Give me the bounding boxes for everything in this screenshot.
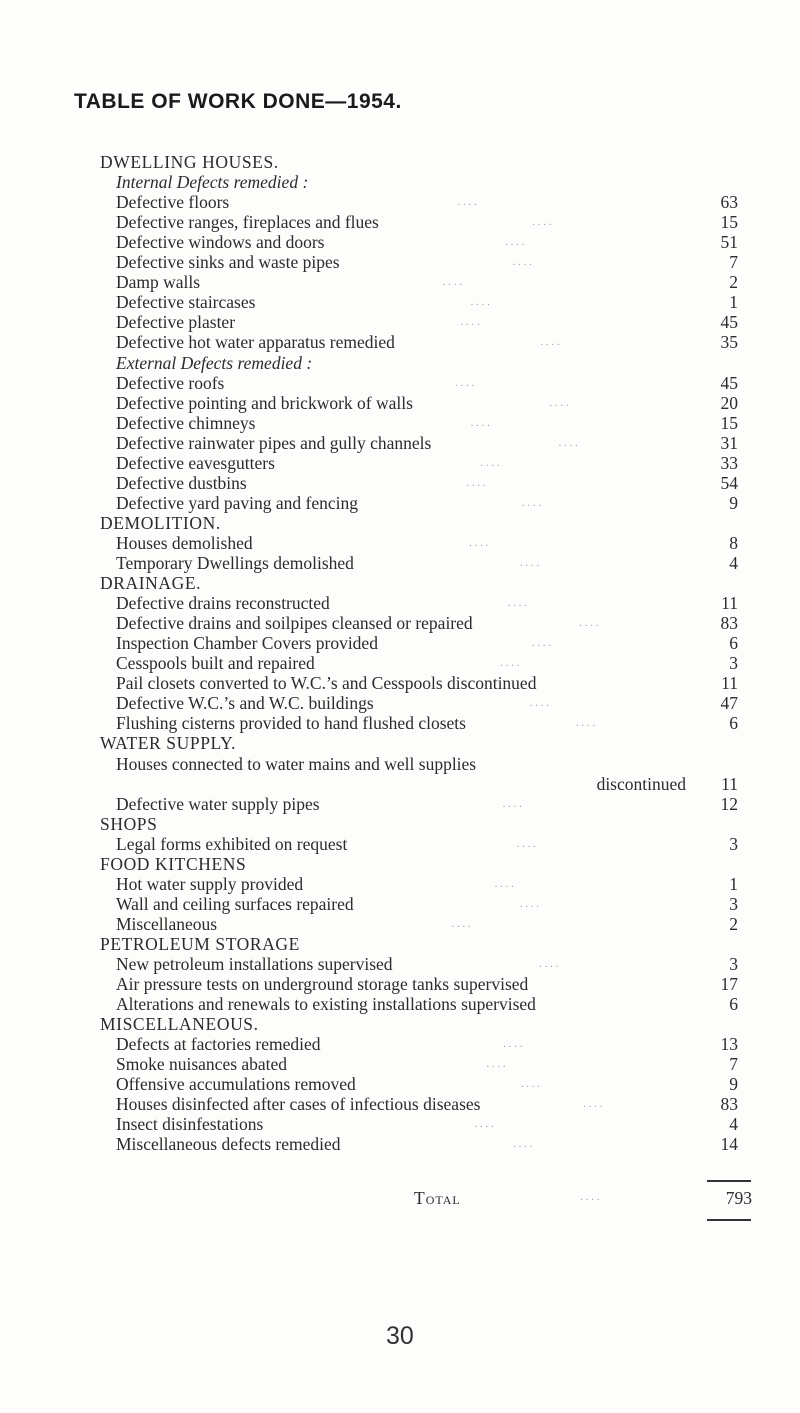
row-label: Hot water supply provided [116,873,304,894]
table-row [116,493,738,514]
row-label: Defective drains and soilpipes cleansed or repaired [116,613,473,634]
row-label: Defective windows and doors [116,232,325,253]
row-value: 17 [720,974,738,995]
dot-leader: .... [549,397,572,409]
row-value: 6 [729,633,738,654]
page-number: 30 [386,1322,414,1350]
table-row [116,533,738,554]
row-label: Houses connected to water mains and well supplies [116,753,477,774]
dot-leader: .... [519,898,542,910]
dot-leader: .... [507,598,530,610]
row-value: 31 [720,432,738,453]
total-row [414,1187,752,1209]
row-value: 12 [720,793,738,814]
table-row [116,914,738,935]
row-label: Cesspools built and repaired [116,653,315,674]
table-row [116,1034,738,1055]
dot-leader: .... [451,918,474,930]
table-row [116,393,738,414]
row-label: Houses demolished [116,532,253,553]
dot-leader: .... [457,197,480,209]
row-label: Defective ranges, fireplaces and flues [116,212,379,233]
row-spacer [476,754,738,775]
table-row [116,673,738,694]
row-value: 8 [729,532,738,553]
dot-leader: .... [494,878,517,890]
row-value: 35 [720,332,738,353]
section-subheading: External Defects remedied : [116,352,313,373]
dot-leader [536,994,708,1015]
row-value: 11 [721,773,738,794]
section-heading: MISCELLANEOUS. [100,1014,259,1035]
row-label: Pail closets converted to W.C.’s and Cesspools discontinued [116,673,537,694]
dot-leader: .... [505,237,528,249]
row-value: 3 [729,893,738,914]
row-label: Defective roofs [116,372,225,393]
row-label: Damp walls [116,272,201,293]
dot-leader: .... [500,658,523,670]
row-label: Defective eavesgutters [116,452,275,473]
dot-leader: .... [540,337,563,349]
row-label: Defective dustbins [116,472,247,493]
row-label-continuation: discontinued [596,773,686,794]
dot-leader: .... [502,798,525,810]
dot-leader: .... [470,417,493,429]
dot-leader: .... [443,277,466,289]
dot-leader: .... [531,638,554,650]
dot-leader: .... [460,317,483,329]
row-value: 9 [729,492,738,513]
table-row [116,613,738,634]
row-value: 11 [721,593,738,614]
dot-leader: .... [512,257,535,269]
dot-leader: .... [513,1139,536,1151]
table-row [116,292,738,313]
table-row [116,754,738,775]
section-heading: DRAINAGE. [100,573,202,594]
row-value: 13 [720,1034,738,1055]
row-value: 83 [720,1094,738,1115]
dot-leader [536,673,708,694]
row-value: 1 [729,873,738,894]
row-value: 4 [729,1114,738,1135]
table-row [116,894,738,915]
dot-leader: .... [583,1099,606,1111]
row-label: Miscellaneous defects remedied [116,1134,341,1155]
row-value: 11 [721,673,738,694]
row-value: 6 [729,713,738,734]
total-rule-top [707,1180,751,1182]
table-row [116,1134,738,1155]
row-label: Inspection Chamber Covers provided [116,633,378,654]
row-value: 51 [720,232,738,253]
table-row [116,192,738,213]
table-row [116,693,738,714]
row-value: 9 [729,1074,738,1095]
table-row [116,994,738,1015]
table-row [116,373,738,394]
table-row [116,874,738,895]
row-value: 2 [729,913,738,934]
row-value: 6 [729,994,738,1015]
row-label: Defective sinks and waste pipes [116,252,340,273]
dot-leader: .... [480,457,503,469]
table-row [116,653,738,674]
row-label: Defective floors [116,192,230,213]
dot-leader: .... [521,497,544,509]
row-label: Defective staircases [116,292,256,313]
row-label: Flushing cisterns provided to hand flushed closets [116,713,466,734]
row-label: Insect disinfestations [116,1114,264,1135]
row-value: 15 [720,212,738,233]
section-heading: WATER SUPPLY. [100,733,237,754]
row-label: New petroleum installations supervised [116,954,393,974]
row-value: 20 [720,392,738,413]
row-value: 2 [729,272,738,293]
dot-leader: .... [539,959,562,970]
dot-leader: .... [466,477,489,489]
dot-leader: .... [519,558,542,569]
dot-leader [528,974,708,995]
total-label: Total [414,1188,461,1208]
row-value: 14 [720,1134,738,1155]
row-value: 4 [729,553,738,573]
table-row [116,713,738,734]
row-value: 83 [720,613,738,634]
table-row [116,413,738,434]
dot-leader: .... [580,1192,603,1203]
table-row [116,272,738,293]
row-label: Alterations and renewals to existing installations supervised [116,994,536,1015]
dot-leader: .... [520,1079,543,1091]
dot-leader: .... [455,377,478,389]
row-value: 1 [729,292,738,313]
section-heading: DWELLING HOUSES. [100,152,279,172]
table-row [116,1114,738,1135]
row-label: Air pressure tests on underground storage tanks supervised [116,974,529,995]
row-value: 45 [720,312,738,333]
row-label: Defective water supply pipes [116,793,320,814]
page-title: TABLE OF WORK DONE—1954. [74,90,402,113]
dot-leader: .... [474,1119,497,1131]
row-label: Defective plaster [116,312,236,333]
row-label: Defective rainwater pipes and gully channels [116,432,432,453]
table-row [116,1054,738,1075]
dot-leader: .... [575,718,598,730]
dot-leader: .... [486,1059,509,1071]
row-label: Defective yard paving and fencing [116,492,358,513]
row-label: Defective chimneys [116,412,256,433]
row-label: Defective pointing and brickwork of walls [116,392,413,413]
row-value: 45 [720,372,738,393]
table-row-continuation [116,774,738,795]
row-value: 7 [729,252,738,273]
dot-leader: .... [529,698,552,710]
section-heading: PETROLEUM STORAGE [100,933,300,954]
section-heading: SHOPS [100,813,158,834]
row-label: Miscellaneous [116,913,218,934]
dot-leader: .... [503,1039,526,1051]
table-row [116,954,738,975]
row-label: Defective hot water apparatus remedied [116,332,395,353]
row-label: Legal forms exhibited on request [116,833,348,854]
row-label: Houses disinfected after cases of infectious diseases [116,1094,481,1115]
row-value: 7 [729,1054,738,1075]
table-row [116,212,738,233]
table-row [116,473,738,494]
total-rule-bottom [707,1219,751,1221]
row-value: 3 [729,954,738,974]
row-value: 15 [720,412,738,433]
row-value: 3 [729,833,738,854]
table-row [116,834,738,855]
table-row [116,332,738,353]
row-value: 47 [720,693,738,714]
table-row [116,453,738,474]
row-label: Defective W.C.’s and W.C. buildings [116,693,374,714]
row-label: Wall and ceiling surfaces repaired [116,893,354,914]
row-value: 3 [729,653,738,674]
table-row [116,794,738,815]
table-row [116,232,738,253]
row-label: Defective drains reconstructed [116,593,330,614]
row-value: 63 [720,192,738,213]
table-row [116,974,738,995]
section-heading: FOOD KITCHENS [100,853,247,874]
row-value: 54 [720,472,738,493]
table-row [116,1074,738,1095]
row-label: Offensive accumulations removed [116,1074,356,1095]
section-subheading: Internal Defects remedied : [116,172,309,193]
row-label: Temporary Dwellings demolished [116,553,354,573]
row-value: 33 [720,452,738,473]
table-row [116,312,738,333]
table-row [116,252,738,273]
table-row [116,593,738,614]
table-row [116,553,738,574]
table-row [116,1094,738,1115]
row-label: Defects at factories remedied [116,1034,321,1055]
total-value: 793 [725,1188,752,1208]
dot-leader: .... [469,537,492,549]
dot-leader: .... [516,838,539,850]
row-label: Smoke nuisances abated [116,1054,288,1075]
dot-leader: .... [579,618,602,630]
dot-leader: .... [532,217,555,229]
table-row [116,433,738,454]
dot-leader: .... [470,297,493,309]
dot-leader: .... [558,437,581,449]
table-row [116,633,738,654]
section-heading: DEMOLITION. [100,512,221,533]
